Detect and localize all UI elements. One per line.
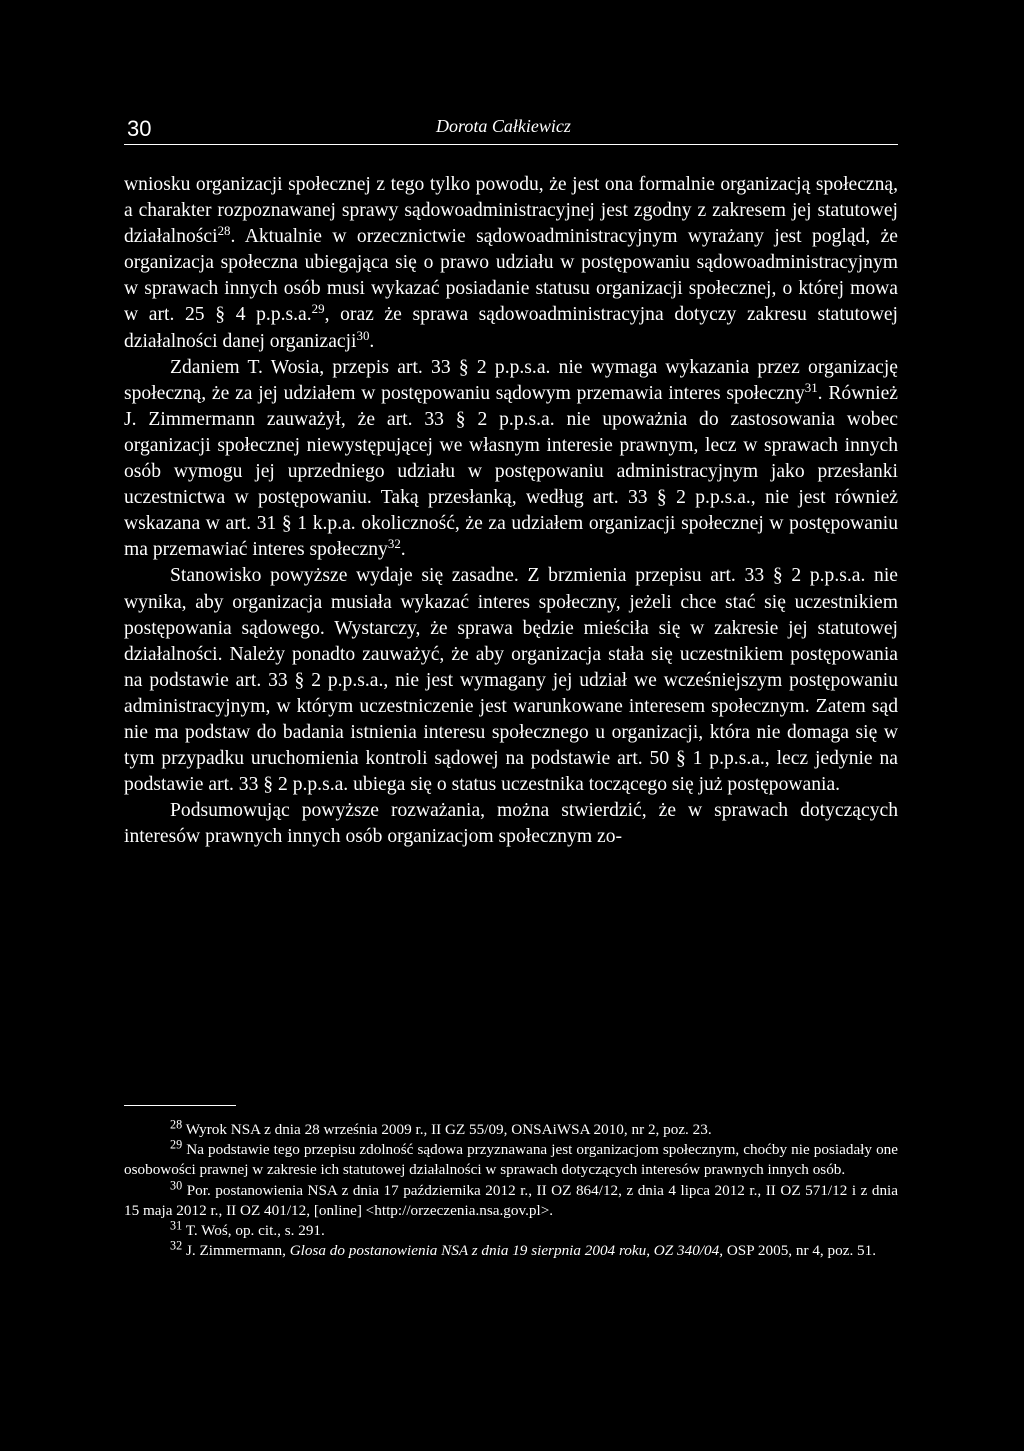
footnote-ref-31[interactable]: 31 (804, 379, 818, 395)
main-text (124, 172, 898, 850)
footnote-28: $^{28}$ Wyrok NSA z dnia 28 września 2009 r., II GZ 55/09, ONSAiWSA 2010, nr 2, poz. 23. (170, 1117, 712, 1138)
footnote-number: 28 (170, 1117, 183, 1132)
footnote-30: $^{30}$ Por. postanowienia NSA z dnia 17 października 2012 r., II OZ 864/12, z dnia 4 lipca 2012 r., II OZ 571/12 i z dnia 15 maja 2012 r., II OZ 401/12, [online] <http://orzeczenia.nsa.gov.pl>. (124, 1178, 899, 1219)
footnote-number: 32 (170, 1238, 183, 1253)
paragraph-3: Stanowisko powyższe wydaje się zasadne. Z brzmienia przepisu art. 33 § 2 p.p.s.a. nie wynika, aby organizacja musiała wykazać interes społeczny, jeżeli chce stać się uczestnikiem postępowania sądowego. Wystarczy, że sprawa będzie mieściła się w zakresie jej statutowej działalności. Należy ponadto zauważyć, że aby organizacja stała się uczestnikiem postępowania na podstawie art. 33 § 2 p.p.s.a., nie jest wymagany jej udział we wcześniejszym postępowaniu administracyjnym, w którym uczestniczenie jest warunkowane interesem społecznym. Zatem sąd nie ma podstaw do badania istnienia interesu społecznego u organizacji, która nie domaga się w tym przypadku uruchomienia kontroli sądowej na podstawie art. 50 § 1 p.p.s.a., lecz jedynie na podstawie art. 33 § 2 p.p.s.a. ubiega się o status uczestnika toczącego się już postępowania. (124, 565, 898, 796)
footnote-31: $^{31}$ T. Woś, op. cit., s. 291. (170, 1218, 325, 1240)
paragraph-2: Zdaniem T. Wosia, przepis art. 33 § 2 p.p.s.a. nie wymaga wykazania przez organizację społeczną, że za jej udziałem w postępowaniu sądowym przemawia interes społeczny$^{31}$. Również J. Zimmermann zauważył, że art. 33 § 2 p.p.s.a. nie upoważnia do zastosowania wobec organizacji społecznej niewystępującej we własnym interesie prawnym, lecz w sprawach innych osób wymogu jej uprzedniego udziału w postępowaniu administracyjnym jako przesłanki uczestnictwa w postępowaniu. Taką przesłanką, według art. 33 § 2 p.p.s.a., nie jest również wskazana w art. 31 § 1 k.p.a. okoliczność, że za udziałem organizacji społecznej w postępowaniu ma przemawiać interes społeczny$^{32}$. (124, 356, 899, 561)
paragraph-4: Podsumowując powyższe rozważania, można stwierdzić, że w sprawach dotyczących interesów prawnych innych osób organizacjom społecznym zo- (124, 800, 898, 848)
footnote-ref-32[interactable]: 32 (387, 536, 401, 552)
footnote-ref-29[interactable]: 29 (311, 301, 325, 317)
footnote-32: $^{32}$ J. Zimmermann, Glosa do postanowienia NSA z dnia 19 sierpnia 2004 roku, OZ 340/04, OSP 2005, nr 4, poz. 51. (170, 1238, 877, 1260)
footnote-number: 29 (170, 1137, 183, 1152)
footnote-ref-30[interactable]: 30 (356, 327, 370, 343)
footnote-number: 30 (170, 1178, 183, 1193)
page-number: 30 (127, 116, 152, 141)
footnote-ref-28[interactable]: 28 (217, 223, 231, 239)
running-head-author: Dorota Całkiewicz (436, 116, 571, 136)
paragraph-1: wniosku organizacji społecznej z tego tylko powodu, że jest ona formalnie organizacją społeczną, a charakter rozpoznawanej sprawy sądowoadministracyjnej jest zgodny z zakresem jej statutowej działalności$^{28}$. Aktualnie w orzecznictwie sądowoadministracyjnym wyrażany jest pogląd, że organizacja społeczna ubiegająca się o prawo udziału w postępowaniu sądowoadministracyjnym w sprawach innych osób musi wykazać posiadanie statusu organizacji społecznej, o której mowa w art. 25 § 4 p.p.s.a.$^{29}$, oraz że sprawa sądowoadministracyjna dotyczy zakresu statutowej działalności danej organizacji$^{30}$. (124, 174, 899, 352)
footnote-number: 31 (170, 1218, 183, 1233)
page-header (124, 112, 898, 145)
footnotes (124, 1117, 899, 1261)
footnote-separator (124, 1105, 236, 1106)
cited-work-title: Glosa do postanowienia NSA z dnia 19 sierpnia 2004 roku, OZ 340/04, (289, 1242, 724, 1260)
footnote-29: $^{29}$ Na podstawie tego przepisu zdolność sądowa przyznawana jest organizacjom społecznym, choćby nie posiadały one osobowości prawnej w zakresie ich statutowej działalności w sprawach dotyczących interesów prawnych innych osób. (124, 1137, 898, 1179)
